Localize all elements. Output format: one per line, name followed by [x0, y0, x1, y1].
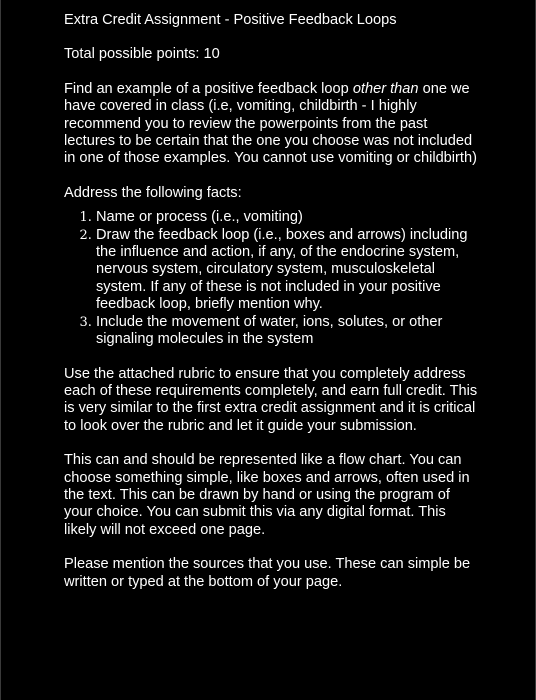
facts-list: [64, 209, 479, 348]
flowchart-paragraph: This can and should be represented like a flow chart. You can choose something simple, like boxes and arrows, often used in the text. This can be drawn by hand or using the program of your choice. You can submit this via any digital format. This likely will not exceed one page.: [64, 452, 470, 538]
fact-item: 3. Include the movement of water, ions, solutes, or other signaling molecules in the system: [96, 314, 479, 349]
fact-item: 1. Name or process (i.e., vomiting): [96, 209, 479, 226]
total-points: Total possible points: 10: [64, 46, 220, 63]
intro-text-2: one we have covered in class (i.e, vomiting, childbirth - I highly recommend you to review the powerpoints from the past lectures to be certain that the one you choose was not included in one of those examples. You cannot use vomiting or childbirth): [64, 80, 477, 167]
intro-text-1: Find an example of a positive feedback loop: [64, 80, 353, 97]
rubric-paragraph: Use the attached rubric to ensure that you completely address each of these requirements completely, and earn full credit. This is very similar to the first extra credit assignment and it is critical to look over the rubric and let it guide your submission.: [64, 365, 478, 434]
address-heading: Address the following facts:: [64, 184, 242, 201]
document-content: [64, 12, 479, 591]
intro-paragraph: [64, 81, 479, 168]
intro-emphasis: other than: [352, 80, 419, 97]
sources-paragraph: Please mention the sources that you use. These can simple be written or typed at the bottom of your page.: [64, 556, 471, 590]
fact-item: 2. Draw the feedback loop (i.e., boxes and arrows) including the influence and action, if any, of the endocrine system, nervous system, circulatory system, musculoskeletal system. If any of these is not included in your positive feedback loop, briefly mention why.: [96, 227, 479, 314]
assignment-title: Extra Credit Assignment - Positive Feedback Loops: [64, 12, 397, 28]
